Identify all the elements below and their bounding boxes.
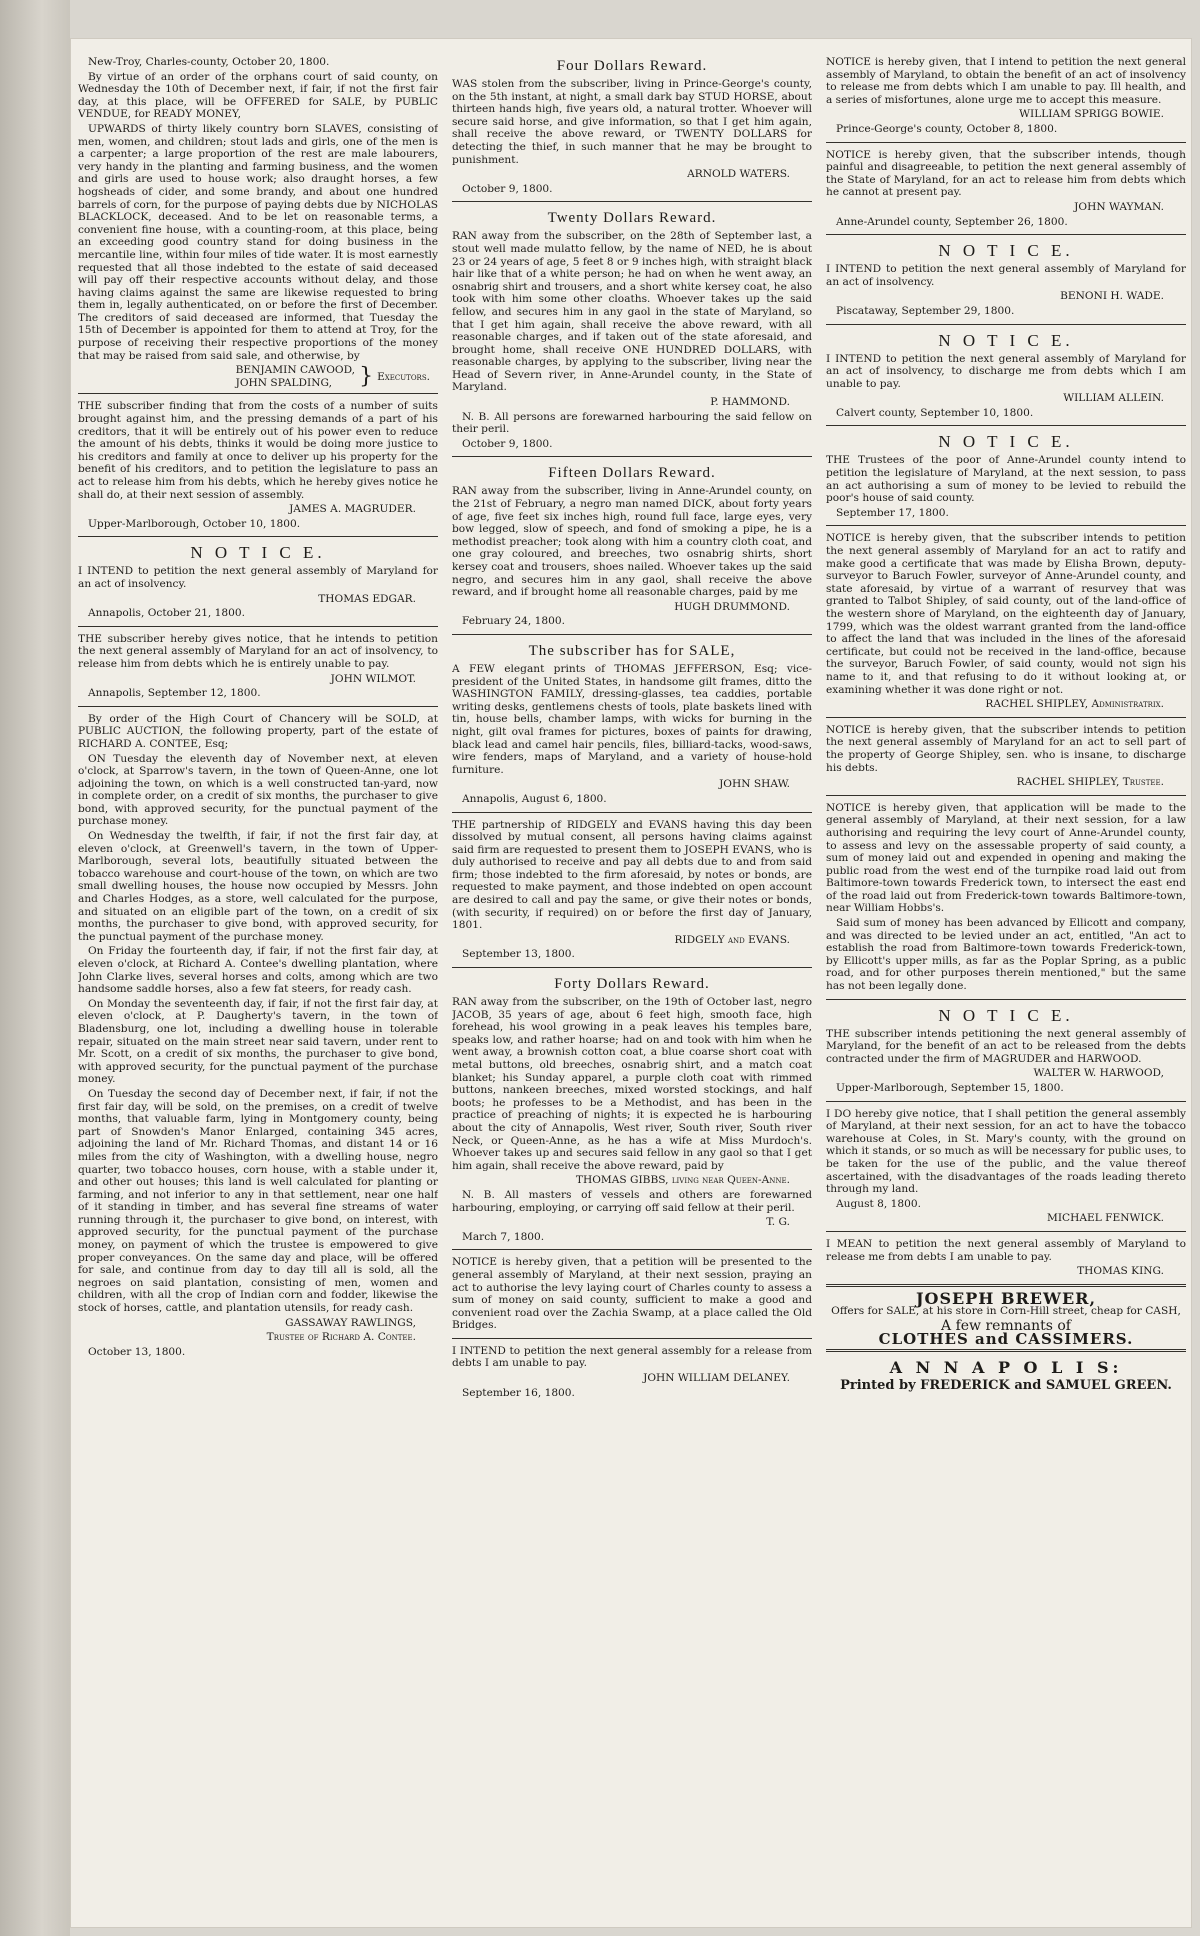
column-left <box>78 54 438 1914</box>
ad-signature-role: Trustee of Richard A. Contee. <box>266 1331 416 1344</box>
ad-date: October 13, 1800. <box>88 1345 186 1358</box>
signature-line: BENJAMIN CAWOOD, <box>235 364 356 377</box>
ad-edgar-notice <box>78 541 438 626</box>
ad-date: Prince-George's county, October 8, 1800. <box>836 122 1058 135</box>
brace-glyph: } <box>359 363 374 389</box>
ad-signature: MICHAEL FENWICK. <box>1047 1212 1164 1225</box>
ad-heading: Fifteen Dollars Reward. <box>548 465 716 482</box>
imprint-printer: Printed by FREDERICK and SAMUEL GREEN. <box>840 1378 1172 1394</box>
ad-wade-notice <box>826 239 1186 324</box>
ad-signature: RIDGELY and EVANS. <box>674 933 790 946</box>
ad-paragraph: I INTEND to petition the next general assembly of Maryland for an act of insolvency. <box>826 263 1186 288</box>
ad-dateline: New-Troy, Charles-county, October 20, 1800. <box>88 56 330 68</box>
ad-signature: THOMAS GIBBS, living near Queen-Anne. <box>575 1174 790 1187</box>
binding-gutter <box>0 0 70 1936</box>
ad-allein-notice <box>826 329 1186 427</box>
ad-paragraph: RAN away from the subscriber, living in Anne-Arundel county, on the 21st of February, a negro man named DICK, about forty years of age, five feet six inches high, round full face, large eyes, very bow legged, slow of speech, and fond of smoking a pipe, he is a methodist preacher; took along with him a country cloth coat, and one gray coloured, and breeches, two osnabrig shirts, short kersey coat and trousers, shoes nailed. Whoever takes up the said negro, and secures him in any gaol, shall receive the above reward, and if brought home all reasonable charges, paid by me <box>452 485 812 599</box>
ad-heading: Four Dollars Reward. <box>556 58 708 74</box>
signature-line: JOHN SPALDING, <box>235 376 332 389</box>
ad-note: N. B. All persons are forewarned harbouring the said fellow on their peril. <box>452 410 812 436</box>
ad-goods-heading: CLOTHES and CASSIMERS. <box>878 1329 1134 1348</box>
ad-paragraph: NOTICE is hereby given, that I intend to petition the next general assembly of Maryland, to obtain the benefit of an act of insolvency to release me from debts which I am unable to pay. Ill health, and a series of misfortunes, alone urge me to accept this measure. <box>826 56 1186 106</box>
ad-signature: RACHEL SHIPLEY, Administratrix. <box>985 698 1164 711</box>
signature-role: Executors. <box>377 370 430 383</box>
ad-paragraph: By order of the High Court of Chancery will be SOLD, at PUBLIC AUCTION, the following property, part of the estate of RICHARD A. CONTEE, Esq; <box>78 712 438 750</box>
imprint-city: A N N A P O L I S: <box>889 1358 1123 1378</box>
ad-paragraph: I INTEND to petition the next general assembly of Maryland for an act of insolvency, to discharge me from debts which I am unable to pay. <box>826 352 1186 390</box>
ad-forty-dollars-reward <box>452 972 812 1250</box>
ad-paragraph: On Friday the fourteenth day, if fair, if not the first fair day, at eleven o'clock, at Richard A. Contee's dwelling plantation, where John Clarke lives, several horses and colts, among which are two handsome saddle horses, also a few fat steers, for ready cash. <box>78 945 438 996</box>
ad-signature: THOMAS EDGAR. <box>318 592 416 605</box>
ad-signature: RACHEL SHIPLEY, Trustee. <box>1016 776 1164 789</box>
ad-signature: WILLIAM ALLEIN. <box>1063 392 1164 405</box>
ad-twenty-dollars-reward <box>452 206 812 457</box>
ad-date: Upper-Marlborough, October 10, 1800. <box>88 517 301 530</box>
ad-signature: WILLIAM SPRIGG BOWIE. <box>1019 108 1164 121</box>
ad-signature: JOHN WILMOT. <box>330 672 416 685</box>
column-right <box>826 54 1186 1914</box>
ad-date: September 16, 1800. <box>462 1386 575 1399</box>
ad-date: Anne-Arundel county, September 26, 1800. <box>836 215 1068 228</box>
ad-paragraph: Said sum of money has been advanced by Ellicott and company, and was directed to be levied under an act, entitled, "An act to establish the road from Baltimore-town towards Frederick-town, by Ellicott's upper mills, as far as the Poplar Spring, as a public road, and for other purposes therein mentioned," but the same has not been legally done. <box>826 917 1186 993</box>
ad-date: September 17, 1800. <box>836 506 949 519</box>
ad-paragraph: WAS stolen from the subscriber, living in Prince-George's county, on the 5th instant, at night, a small dark bay STUD HORSE, about thirteen hands high, five years old, a natural trotter. Whoever will secure said horse, and give information, so that I get him again, shall receive the above reward, or TWENTY DOLLARS for detecting the thief, in such manner that he may be brought to punishment. <box>452 78 812 166</box>
ad-heading: Forty Dollars Reward. <box>554 976 710 993</box>
ad-paragraph: RAN away from the subscriber, on the 19th of October last, negro JACOB, 35 years of age, about 6 feet high, smooth face, high forehead, his wool growing in a peak leaves his temples bare, speaks low, and rather hoarse; had on and took with him when he went away, a brownish cotton coat, a blue coarse short coat with metal buttons, old breeches, osnabrig shirt, and a match coat blanket; his Sunday apparel, a purple cloth coat with rimmed buttons, nankeen breeches, mixed worsted stockings, and half boots; he professes to be a Methodist, and has been in the practice of preaching of nights; it is expected he is harbouring about the city of Annapolis, West river, South river, South river Neck, or Queen-Anne, as he has a wife at Miss Murdoch's. Whoever takes up and secures said fellow in any gaol so that I get him again, shall receive the above reward, paid by <box>452 996 812 1172</box>
ad-date: Annapolis, October 21, 1800. <box>88 607 245 620</box>
ad-date: Calvert county, September 10, 1800. <box>836 406 1034 419</box>
ad-signature: JAMES A. MAGRUDER. <box>289 503 416 516</box>
ad-four-dollars-reward <box>452 54 812 202</box>
newspaper-columns <box>78 54 1188 1914</box>
ad-heading: N O T I C E. <box>938 241 1074 261</box>
ad-paragraph: By virtue of an order of the orphans court of said county, on Wednesday the 10th of December next, if fair, if not the first fair day, at this place, will be OFFERED for SALE, by PUBLIC VENDUE, for READY MONEY, <box>78 70 438 121</box>
ad-zachia-road-notice <box>452 1254 812 1339</box>
ad-slave-sale-new-troy <box>78 54 438 394</box>
ad-paragraph: NOTICE is hereby given, that the subscriber intends to petition the next general assembly of Maryland for an act to ratify and make good a certificate that was made by Elisha Brown, deputy-surveyor to Baruch Fowler, surveyor of Anne-Arundel county, and state aforesaid, by virtue of a warrant of resurvey that was granted to Talbot Shipley, of said county, out of the land-office of the western shore of Maryland, on the eighteenth day of January, 1799, which was the oldest warrant granted from the land-office to affect the land that was included in the lines of the aforesaid certificate, but could not be received in the land-office, because the surveyor, Baruch Fowler, of said county, would not sign his name to it, and that refusing to do it without looking at, or examining whether it was done right or not. <box>826 532 1186 696</box>
ad-wilmot-notice <box>78 631 438 707</box>
ad-paragraph: I INTEND to petition the next general assembly of Maryland for an act of insolvency. <box>78 565 438 590</box>
ad-paragraph: ON Tuesday the eleventh day of November next, at eleven o'clock, at Sparrow's tavern, in the town of Queen-Anne, one lot adjoining the town, on which is a well constructed tan-yard, now in complete order, on a credit of six months, the purchaser to give bond, with approved security, for the punctual payment of the purchase money. <box>78 752 438 828</box>
ad-paragraph: NOTICE is hereby given, that the subscriber intends, though painful and disagreeable, to petition the next general assembly of the State of Maryland, for an act to release him from debts which he cannot at present pay. <box>826 148 1186 199</box>
ad-heading: Twenty Dollars Reward. <box>547 210 717 227</box>
ad-fifteen-dollars-reward <box>452 461 812 635</box>
ad-paragraph: THE partnership of RIDGELY and EVANS having this day been dissolved by mutual consent, all persons having claims against said firm are requested to present them to JOSEPH EVANS, who is duly authorised to receive and pay all debts due to and from said firm; those indebted to the firm aforesaid, by notes or bonds, are requested to make payment, and those indebted on open account are desired to call and pay the same, or give their notes or bonds, (with security, if required) on or before the first day of January, 1801. <box>452 818 812 932</box>
ad-heading: N O T I C E. <box>938 432 1074 452</box>
ad-merchant-name: JOSEPH BREWER, <box>915 1288 1097 1308</box>
ad-wayman-notice <box>826 147 1186 236</box>
ad-bowie-notice <box>826 54 1186 143</box>
ad-date: October 9, 1800. <box>462 437 553 450</box>
ad-date: Annapolis, September 12, 1800. <box>88 687 261 700</box>
ad-paragraph: THE subscriber finding that from the costs of a number of suits brought against him, and the pressing demands of a part of his creditors, that it will be entirely out of his power even to reduce the amount of his debts, thinks it would be doing more justice to his creditors and family at once to deliver up his property for the benefit of his creditors, and to petition the legislature to pass an act to release him from his debts, which he hereby gives notice he shall do, at their next session of assembly. <box>78 400 438 501</box>
ad-harwood-notice <box>826 1004 1186 1102</box>
ad-heading: N O T I C E. <box>190 543 326 563</box>
ad-signature: THOMAS KING. <box>1077 1265 1164 1278</box>
ad-heading: N O T I C E. <box>938 330 1074 350</box>
ad-fenwick-notice <box>826 1106 1186 1232</box>
ad-poor-house-notice <box>826 430 1186 526</box>
ad-date: Piscataway, September 29, 1800. <box>836 304 1015 317</box>
ad-shipley-certificate <box>826 530 1186 717</box>
ad-signature: ARNOLD WATERS. <box>687 168 790 181</box>
ad-shipley-property <box>826 722 1186 796</box>
ad-magruder-notice <box>78 398 438 537</box>
imprint <box>826 1356 1186 1398</box>
ad-signature: P. HAMMOND. <box>710 396 790 409</box>
ad-signature: WALTER W. HARWOOD, <box>1033 1067 1164 1080</box>
ad-paragraph: NOTICE is hereby given, that application will be made to the general assembly of Maryland, at their next session, for a law authorising and requiring the levy court of Anne-Arundel county, to assess and levy on the assessable property of said county, a sum of money laid out and expended in opening and making the public road from the west end of the turnpike road laid out from Baltimore-town towards Frederick town, to intersect the east end of the road laid out from Frederick-town towards Baltimore-town, near William Hobbs's. <box>826 801 1186 915</box>
ad-paragraph: On Tuesday the second day of December next, if fair, if not the first fair day, will be sold, on the premises, on a credit of twelve months, that valuable farm, lying in Montgomery county, being part of Snowden's Manor Enlarged, containing 345 acres, adjoining the land of Mr. Richard Thomas, and distant 14 or 16 miles from the city of Washington, with a dwelling house, negro quarter, two tobacco houses, corn house, with a stable under it, and other out houses; this land is well calculated for planting or farming, and not inferior to any in that settlement, near one half of it standing in timber, and has several fine streams of water running through it, the purchaser to give bond, on interest, with approved security, for the punctual payment of the purchase money, on payment of which the trustee is empowered to give proper conveyances. On the same day and place, will be offered for sale, and continue from day to day till all is sold, all the negroes on said plantation, consisting of men, women and children, with all the crop of Indian corn and fodder, likewise the stock of horses, cattle, and plantation utensils, for ready cash. <box>78 1087 438 1315</box>
ad-heading: N O T I C E. <box>938 1005 1074 1025</box>
ad-paragraph: NOTICE is hereby given, that the subscriber intends to petition the next general assembly of Maryland for an act to sell part of the property of George Shipley, sen. who is insane, to discharge his debts. <box>826 723 1186 774</box>
ad-date: Upper-Marlborough, September 15, 1800. <box>836 1082 1064 1094</box>
ad-date: October 9, 1800. <box>462 182 553 195</box>
ad-chancery-auction <box>78 711 438 1365</box>
executors-signature <box>78 364 438 389</box>
ad-paragraph: I MEAN to petition the next general assembly of Maryland to release me from debts I am unable to pay. <box>826 1237 1186 1263</box>
ad-paragraph: On Monday the seventeenth day, if fair, if not the first fair day, at eleven o'clock, at P. Daugherty's tavern, in the town of Bladensburg, one lot, including a dwelling house in tolerable repair, situated on the main street near said tavern, under rent to Mr. Scott, on a credit of six months, the purchaser to give bond, with approved security, for the punctual payment of the purchase money. <box>78 997 438 1086</box>
ad-note: N. B. All masters of vessels and others are forewarned harbouring, employing, or carrying off said fellow at their peril. <box>452 1188 812 1214</box>
ad-date: August 8, 1800. <box>836 1197 921 1210</box>
ad-paragraph: Offers for SALE, at his store in Corn-Hill street, cheap for CASH, <box>831 1305 1181 1318</box>
ad-paragraph: I INTEND to petition the next general assembly for a release from debts I am unable to pay. <box>452 1344 812 1370</box>
ad-signature: JOHN SHAW. <box>719 778 790 791</box>
ad-shaw-for-sale <box>452 639 812 813</box>
ad-date: February 24, 1800. <box>462 615 565 628</box>
ad-signature: JOHN WILLIAM DELANEY. <box>643 1372 790 1385</box>
ad-paragraph: THE subscriber intends petitioning the next general assembly of Maryland, for the benefit of an act to be released from the debts contracted under the firm of MAGRUDER and HARWOOD. <box>826 1027 1186 1065</box>
ad-king-notice <box>826 1236 1186 1287</box>
ad-heading: The subscriber has for SALE, <box>528 642 736 659</box>
ad-paragraph: UPWARDS of thirty likely country born SLAVES, consisting of men, women, and children; stout lads and girls, one of the men is a carpenter; a large proportion of the rest are male labourers, very handy in the planting and farming business, and the women and girls are used to house work; also draught horses, a few hogsheads of cider, and some brandy, and about one hundred barrels of corn, for the purpose of paying debts due by NICHOLAS BLACKLOCK, deceased. And to be let on reasonable terms, a convenient fine house, with a counting-room, at this place, being an exceeding good country stand for doing business in the mercantile line, within four miles of tide water. It is most earnestly requested that all those indebted to the estate of said deceased will pay off their respective accounts without delay, and those having claims against the same are likewise requested to bring them in, legally authenticated, on or before the first of December. The creditors of said deceased are informed, that Tuesday the 15th of December is appointed for them to attend at Troy, for the purpose of receiving their respective proportions of the money that may be raised from said sale, and otherwise, by <box>78 122 438 362</box>
ad-paragraph: I DO hereby give notice, that I shall petition the general assembly of Maryland, at their next session, for an act to have the tobacco warehouse at Coles, in St. Mary's county, with the ground on which it stands, or so much as will be necessary for public uses, to be taken for the use of the public, and the value thereof ascertained, with the disadvantages of the roads leading thereto through my land. <box>826 1107 1186 1196</box>
ad-ridgely-evans <box>452 817 812 969</box>
ad-paragraph: THE subscriber hereby gives notice, that he intends to petition the next general assembly of Maryland for an act of insolvency, to release him from debts which he is entirely unable to pay. <box>78 632 438 670</box>
ad-subheading: A few remnants of <box>941 1317 1071 1334</box>
column-middle <box>452 54 812 1914</box>
ad-signature: GASSAWAY RAWLINGS, <box>285 1316 416 1329</box>
ad-paragraph: THE Trustees of the poor of Anne-Arundel county intend to petition the legislature of Maryland, at the next session, to pass an act authorising a sum of money to be levied to rebuild the poor's house of said county. <box>826 454 1186 505</box>
ad-paragraph: RAN away from the subscriber, on the 28th of September last, a stout well made mulatto fellow, by the name of NED, he is about 23 or 24 years of age, 5 feet 8 or 9 inches high, with straight black hair like that of a white person; he had on when he went away, an osnabrig shirt and trousers, and a short white kersey coat, he also took with him some other cloaths. Whoever takes up the said fellow, and secures him in any gaol in the state of Maryland, so that I get him again, shall receive the above reward, with all reasonable charges, and if taken out of the state aforesaid, and brought home, shall receive ONE HUNDRED DOLLARS, with reasonable charges, by applying to the subscriber, living near the Head of Severn river, in Anne-Arundel county, in the State of Maryland. <box>452 230 812 394</box>
ad-brewer-store <box>826 1288 1186 1352</box>
ad-delaney-notice <box>452 1343 812 1405</box>
ad-date: March 7, 1800. <box>462 1230 545 1243</box>
ad-paragraph: A FEW elegant prints of THOMAS JEFFERSON, Esq; vice-president of the United States, in handsome gilt frames, ditto the WASHINGTON FAMILY, dressing-glasses, tea caddies, portable writing desks, gentlemens chests of tools, plate baskets lined with tin, house bells, chamber lamps, with wicks for burning in the night, gilt oval frames for pictures, boxes of paints for drawing, black lead and camel hair pencils, files, billiard-tacks, wood-saws, wire fenders, maps of Maryland, and a variety of house-hold furniture. <box>452 662 812 776</box>
ad-paragraph: On Wednesday the twelfth, if fair, if not the first fair day, at eleven o'clock, at Greenwell's tavern, in the town of Upper-Marlborough, several lots, beautifully situated between the tobacco warehouse and court-house of the town, on which are two small dwelling houses, the house now occupied by Messrs. John and Charles Hodges, as a store, well calculated for the purpose, and situated on an eligible part of the town, on a credit of six months, the purchaser to give bond, with approved security, for the punctual payment of the purchase money. <box>78 830 438 943</box>
ad-date: Annapolis, August 6, 1800. <box>462 792 607 805</box>
ad-signature: JOHN WAYMAN. <box>1074 200 1164 213</box>
ad-signature: BENONI H. WADE. <box>1060 290 1164 303</box>
ad-date: September 13, 1800. <box>462 948 575 961</box>
ad-note-signature: T. G. <box>766 1216 790 1229</box>
ad-signature: HUGH DRUMMOND. <box>674 600 790 613</box>
ad-road-levy-notice <box>826 800 1186 1000</box>
ad-paragraph: NOTICE is hereby given, that a petition will be presented to the general assembly of Maryland, at their next session, praying an act to authorise the levy laying court of Charles county to assess a sum of money on said county, sufficient to make a good and convenient road over the Zachia Swamp, at a place called the Old Bridges. <box>452 1256 812 1332</box>
